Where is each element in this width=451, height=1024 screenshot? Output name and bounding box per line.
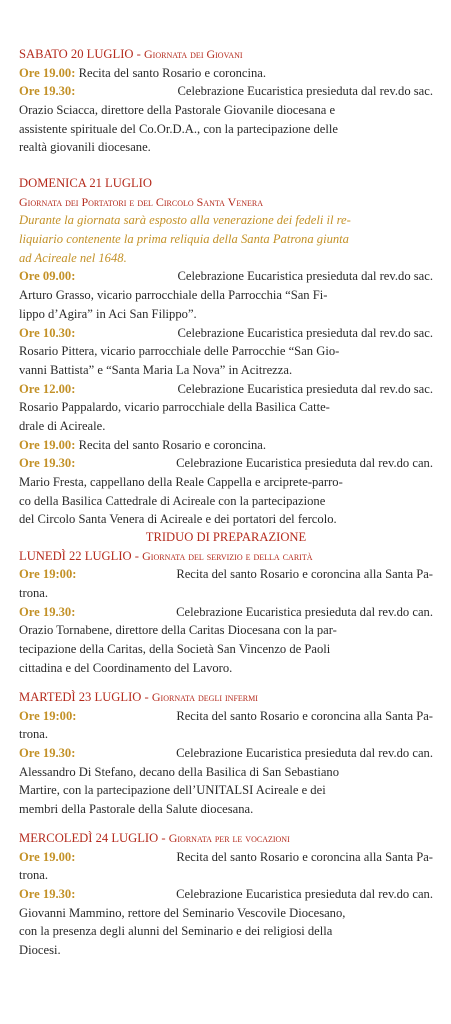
event-time: Ore 19.30: — [19, 746, 76, 761]
event-line: Rosario Pittera, vicario parrocchiale delle Parrocchie “San Gio- — [19, 344, 340, 359]
event-line: Ore 19:00: Recita del santo Rosario e coroncina alla Santa Pa- — [19, 565, 433, 584]
day-theme: Giornata del servizio e della carità — [142, 548, 313, 563]
event-line: Ore 19.00: Recita del santo Rosario e coroncina. — [19, 64, 433, 83]
event-line: Ore 09.00: Celebrazione Eucaristica presieduta dal rev.do sac. — [19, 267, 433, 286]
event-time: Ore 10.30: — [19, 325, 76, 340]
event-line: Ore 19.30: Celebrazione Eucaristica presieduta dal rev.do can. — [19, 603, 433, 622]
event-time: Ore 19.30: — [19, 887, 76, 902]
event-line: Ore 19.00: Recita del santo Rosario e coroncina alla Santa Pa- — [19, 848, 433, 867]
event-time: Ore 19.30: — [19, 604, 76, 619]
event-line: lippo d’Agira” in Aci San Filippo”. — [19, 306, 197, 321]
event-time: Ore 19:00: — [19, 567, 77, 582]
event-line: realtà giovanili diocesane. — [19, 140, 151, 155]
event-line: Rosario Pappalardo, vicario parrocchiale della Basilica Catte- — [19, 400, 330, 415]
day-theme: Giornata degli infermi — [151, 690, 258, 704]
day-theme: Giornata dei Giovani — [144, 47, 243, 61]
event-line: Diocesi. — [19, 943, 61, 958]
day-section-domenica — [19, 174, 433, 529]
day-theme: Giornata per le vocazioni — [168, 831, 290, 845]
event-line: trona. — [19, 586, 49, 601]
relic-note-line: ad Acireale nel 1648. — [19, 250, 127, 265]
event-line: trona. — [19, 868, 49, 883]
relic-note-line: Durante la giornata sarà esposto alla venerazione dei fedeli il re- — [19, 213, 351, 228]
event-line: Martire, con la partecipazione dell’UNITALSI Acireale e dei — [19, 783, 326, 798]
event-line: membri della Pastorale della Salute diocesana. — [19, 802, 254, 817]
event-line: co della Basilica Cattedrale di Acireale con la partecipazione — [19, 493, 326, 508]
event-time: Ore 19.30: — [19, 456, 76, 471]
day-date: DOMENICA 21 LUGLIO — [19, 176, 152, 190]
event-line: Orazio Sciacca, direttore della Pastorale Giovanile diocesana e — [19, 103, 336, 118]
event-line: Mario Fresta, cappellano della Reale Cappella e arciprete-parro- — [19, 475, 343, 489]
event-line: tecipazione della Caritas, della Società San Vincenzo de Paoli — [19, 642, 331, 657]
event-time: Ore 19.00: — [19, 65, 76, 80]
day-date: LUNEDÌ 22 LUGLIO — [19, 548, 132, 563]
relic-note-line: liquiario contenente la prima reliquia della Santa Patrona giunta — [19, 232, 349, 247]
day-section-martedi — [19, 688, 433, 819]
event-line: Orazio Tornabene, direttore della Caritas Diocesana con la par- — [19, 623, 337, 638]
event-line: cittadina e del Coordinamento del Lavoro. — [19, 660, 233, 675]
day-section-lunedi — [19, 528, 433, 678]
event-time: Ore 09.00: — [19, 269, 76, 284]
event-line: Giovanni Mammino, rettore del Seminario Vescovile Diocesano, — [19, 905, 346, 920]
event-line: Ore 19:00: Recita del santo Rosario e coroncina alla Santa Pa- — [19, 707, 433, 726]
day-subtitle: Giornata dei Portatori e del Circolo Santa Venera — [19, 194, 264, 209]
event-line: Ore 19.30: Celebrazione Eucaristica presieduta dal rev.do sac. — [19, 82, 433, 101]
day-heading: SABATO 20 LUGLIO - Giornata dei Giovani — [19, 47, 243, 61]
event-line: Ore 12.00: Celebrazione Eucaristica presieduta dal rev.do sac. — [19, 380, 433, 399]
day-heading: MARTEDÌ 23 LUGLIO - Giornata degli infermi — [19, 690, 258, 704]
event-time: Ore 19.00: — [19, 437, 76, 452]
day-date: MERCOLEDÌ 24 LUGLIO — [19, 831, 159, 845]
event-line: assistente spirituale del Co.Or.D.A., con la partecipazione delle — [19, 121, 338, 136]
day-date: SABATO 20 LUGLIO — [19, 47, 134, 61]
event-time: Ore 19:00: — [19, 708, 77, 723]
event-line: drale di Acireale. — [19, 418, 106, 433]
event-time: Ore 19.00: — [19, 849, 76, 864]
event-time: Ore 19.30: — [19, 84, 76, 99]
event-line: del Circolo Santa Venera di Acireale e dei portatori del fercolo. — [19, 512, 337, 527]
event-line: Ore 19.30: Celebrazione Eucaristica presieduta dal rev.do can. — [19, 454, 433, 473]
day-section-mercoledi — [19, 829, 433, 960]
event-line: Arturo Grasso, vicario parrocchiale della Parrocchia “San Fi- — [19, 288, 328, 303]
event-line: trona. — [19, 727, 49, 742]
event-line: Ore 19.30: Celebrazione Eucaristica presieduta dal rev.do can. — [19, 885, 433, 904]
day-date: MARTEDÌ 23 LUGLIO — [19, 690, 142, 704]
day-section-sabato — [19, 45, 433, 157]
event-time: Ore 12.00: — [19, 381, 76, 396]
event-line: Ore 19.00: Recita del santo Rosario e coroncina. — [19, 436, 433, 455]
day-heading: MERCOLEDÌ 24 LUGLIO - Giornata per le vocazioni — [19, 831, 290, 845]
event-line: Alessandro Di Stefano, decano della Basilica di San Sebastiano — [19, 764, 340, 779]
event-line: Ore 19.30: Celebrazione Eucaristica presieduta dal rev.do can. — [19, 744, 433, 763]
event-line: Ore 10.30: Celebrazione Eucaristica presieduta dal rev.do sac. — [19, 324, 433, 343]
day-heading: LUNEDÌ 22 LUGLIO - Giornata del servizio e della carità — [19, 548, 313, 563]
event-line: vanni Battista” e “Santa Maria La Nova” in Acitrezza. — [19, 362, 293, 377]
event-line: con la presenza degli alunni del Seminario e dei religiosi della — [19, 924, 333, 939]
triduo-title: TRIDUO DI PREPARAZIONE — [145, 530, 307, 544]
